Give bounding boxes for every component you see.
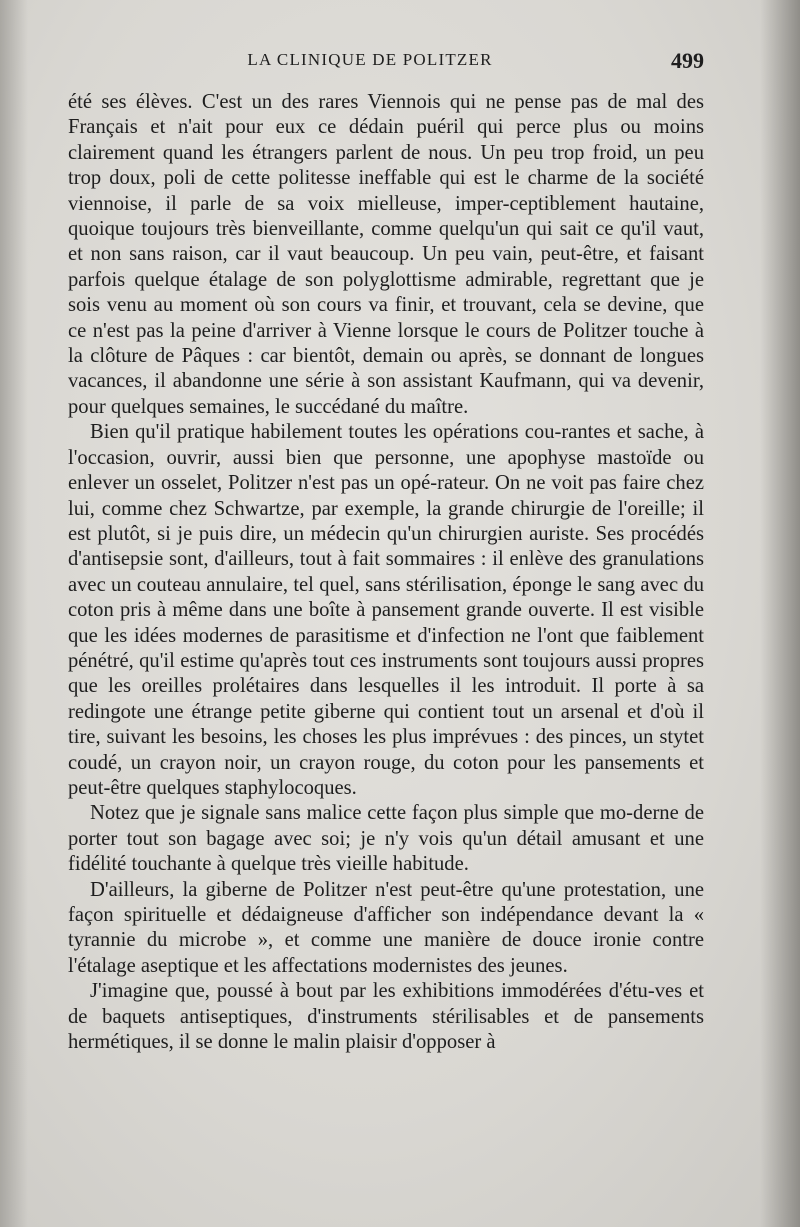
text-line: derne de porter tout son bagage avec soi; je n'y vois qu'un détail [68,802,704,850]
text-line: devant la « tyrannie du microbe », et comme une manière de douce [68,904,704,952]
paragraph [68,420,704,801]
page-edge-shadow [760,0,800,1227]
text-line: rantes et sache, à l'occasion, ouvrir, aussi bien que personne, une [68,421,704,469]
text-line: jeunes. [509,954,568,977]
text-line: d'ailleurs, tout à fait sommaires : il enlève des granulations avec [68,548,705,596]
text-line: de son polyglottisme admirable, regrettant que je sois venu au [68,268,704,317]
paragraph [68,90,704,420]
text-line: ceptiblement hautaine, quoique toujours très bienveillante, comme [68,192,704,241]
text-line: rateur. On ne voit pas faire chez lui, comme chez Schwartze, par [68,472,704,520]
paragraph [68,979,704,1055]
text-line: des Français et n'ait pour eux ce dédain puéril qui perce plus ou [68,91,704,139]
text-line: Notez que je signale sans malice cette façon plus simple que mo- [90,802,634,825]
text-line: froid, un peu trop doux, poli de cette politesse ineffable qui est le [68,141,704,190]
text-line: ves et de baquets antiseptiques, d'instruments stérilisables et de [68,980,704,1028]
text-line: noir, un crayon rouge, du coton pour les pansements et peut-être [68,751,704,799]
text-line: donnant de longues vacances, il abandonne une série à son assistant [68,345,704,393]
text-line: D'ailleurs, la giberne de Politzer n'est peut-être qu'une protestation, [90,878,667,901]
running-head [72,48,708,76]
text-line: un médecin qu'un chirurgien auriste. Ses procédés d'antisepsie sont, [68,522,704,571]
text-line: qui contient tout un arsenal et d'où il tire, suivant les besoins, les [68,700,704,749]
text-line: quelqu'un qui sait ce qu'il vaut, et non sans raison, car il vaut [68,218,704,266]
text-line: Il est visible que les idées modernes de parasitisme et d'infection ne [68,599,704,647]
text-line: beaucoup. Un peu vain, peut-être, et faisant parfois quelque étalage [68,243,705,291]
paragraph [68,878,704,980]
text-line: charme de la société viennoise, il parle de sa voix mielleuse, imper- [68,167,705,215]
text-line: apophyse mastoïde ou enlever un osselet, Politzer n'est pas un opé- [68,446,704,495]
text-line: touche à la clôture de Pâques : car bientôt, demain ou après, se [68,319,704,368]
text-line: il les introduit. Il porte à sa redingote une étrange petite giberne [68,675,705,723]
running-title: LA CLINIQUE DE POLITZER [247,50,493,69]
page-number: 499 [671,48,704,73]
text-line: pansements hermétiques, il se donne le malin plaisir d'opposer à [68,1005,704,1054]
text-line: amusant et une fidélité touchante à quelque très vieille habitude. [68,827,704,876]
text-line: J'imagine que, poussé à bout par les exhibitions immodérées d'étu- [90,980,655,1003]
body-text [68,90,704,1055]
text-line: une façon spirituelle et dédaigneuse d'afficher son indépendance [68,878,704,926]
text-line: moment où son cours va finir, et trouvant, cela se devine, que ce [68,294,704,342]
text-line: sont toujours aussi propres que les oreilles prolétaires dans lesquelles [68,649,705,698]
paragraph [68,801,704,877]
text-line: exemple, la grande chirurgie de l'oreille; il est plutôt, si je puis dire, [68,497,704,545]
text-line: été ses élèves. C'est un des rares Viennois qui ne pense pas de mal [68,91,668,113]
text-line: Kaufmann, qui va devenir, pour quelques semaines, le succédané [68,370,705,418]
text-line: du coton pris à même dans une boîte à pansement grande ouverte. [68,573,704,622]
text-line: choses les plus imprévues : des pinces, un stytet coudé, un crayon [68,726,704,774]
text-line: moins clairement quand les étrangers parlent de nous. Un peu trop [68,116,705,164]
binding-shadow [0,0,28,1227]
text-line: un couteau annulaire, tel quel, sans stérilisation, éponge le sang avec [111,573,679,596]
text-line: ironie contre l'étalage aseptique et les affectations modernistes des [68,929,704,977]
text-line: du maître. [384,395,469,418]
text-line: n'est pas la peine d'arriver à Vienne lorsque le cours de Politzer [92,319,628,342]
text-line: quelques staphylocoques. [146,776,357,799]
text-line: l'ont que faiblement pénétré, qu'il estime qu'après tout ces instruments [68,624,704,672]
text-line: Bien qu'il pratique habilement toutes les opérations cou- [90,421,562,444]
